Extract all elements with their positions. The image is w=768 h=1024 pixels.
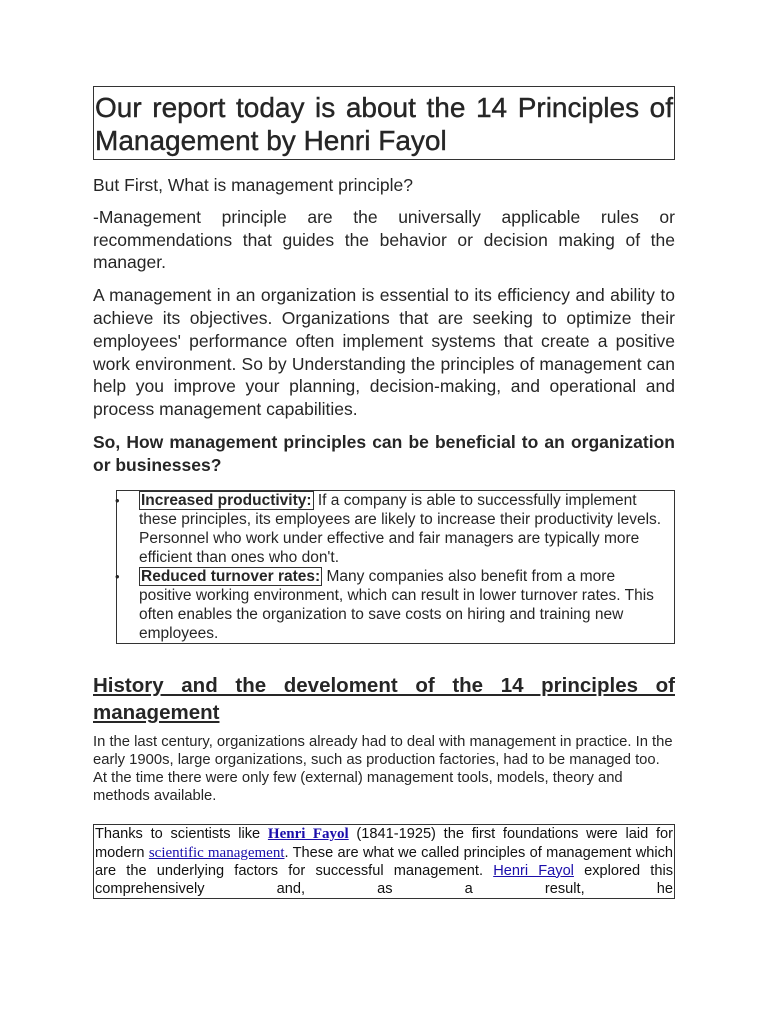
- benefit-term: Reduced turnover rates:: [141, 567, 321, 585]
- text-run: Thanks to scientists like: [95, 826, 268, 843]
- importance-paragraph: A management in an organization is essential to its efficiency and ability to achieve its objectives. Organizations that are seeking to optimize their employees' performance often implement systems that create a positive work environment. So by Understanding the principles of management can help you improve your planning, decision-making, and operational and process management capabilities.: [93, 285, 675, 420]
- text-run: explored this comprehensively and, as a result, he: [95, 862, 673, 897]
- benefits-list: [116, 490, 675, 644]
- benefits-question: So, How management principles can be beneficial to an organization or businesses?: [93, 431, 675, 475]
- list-item: [117, 567, 670, 643]
- intro-question: But First, What is management principle?: [93, 175, 413, 195]
- scientific-management-link[interactable]: scientific management: [148, 844, 285, 861]
- history-paragraph: In the last century, organizations already had to deal with management in practice. In the early 1900s, large organizations, such as production factories, had to be managed too. At the time there were only few (external) management tools, models, theory and methods available.: [93, 733, 673, 805]
- list-item: [117, 491, 670, 567]
- history-heading: History and the develoment of the 14 principles of management: [93, 673, 675, 724]
- henri-fayol-link[interactable]: Henri Fayol: [267, 826, 349, 843]
- definition-paragraph: -Management principle are the universally applicable rules or recommendations that guides the behavior or decision making of the manager.: [93, 206, 675, 273]
- text-run: . These are what we called principles of management which are the underlying factors for successful management.: [95, 844, 674, 879]
- benefit-term: Increased productivity:: [141, 491, 312, 509]
- henri-fayol-link-2[interactable]: Henri Fayol: [493, 862, 574, 879]
- benefit-text: If a company is able to successfully implement these principles, its employees are likely to increase their productivity levels. Personnel who work under effective and fair managers are typically more efficient than ones who don't.: [139, 491, 662, 566]
- text-run: (1841-1925) the first foundations were laid for modern: [95, 826, 673, 861]
- bullet-icon: •: [115, 492, 120, 508]
- document-page: [93, 86, 675, 899]
- page-title: Our report today is about the 14 Principles of Management by Henri Fayol: [93, 86, 675, 160]
- foundations-paragraph: [93, 824, 675, 899]
- benefit-text: Many companies also benefit from a more positive working environment, which can result in lower turnover rates. This often enables the organization to save costs on hiring and training new employees.: [139, 567, 654, 642]
- bullet-icon: •: [115, 568, 120, 584]
